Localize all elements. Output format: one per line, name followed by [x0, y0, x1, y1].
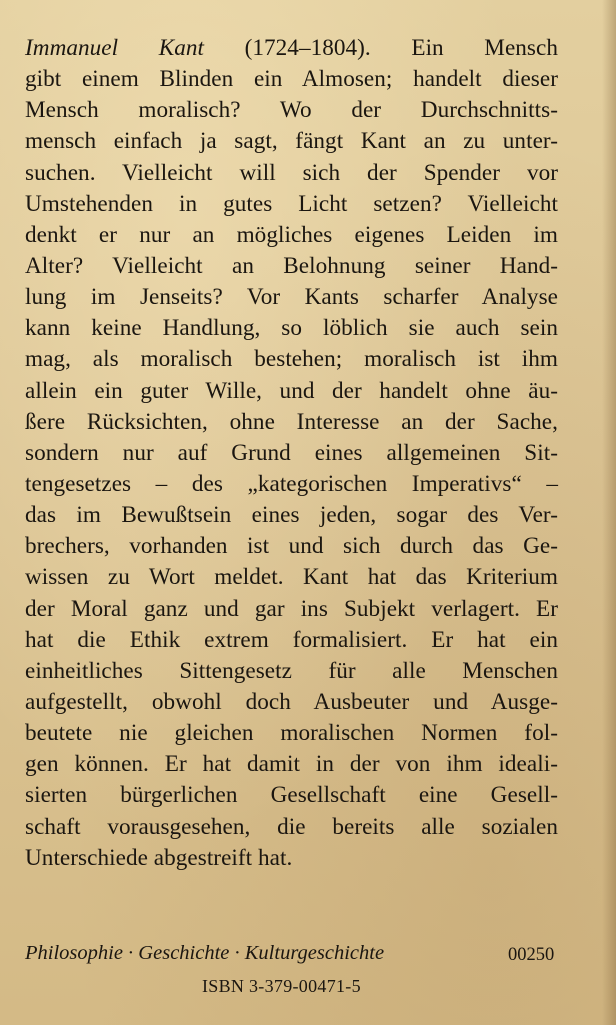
blurb-line: Alter? Vielleicht an Belohnung seiner Hand- — [25, 252, 558, 279]
series-number: 00250 — [508, 945, 555, 965]
blurb-line: beutete nie gleichen moralischen Normen fol- — [25, 720, 558, 747]
isbn: ISBN 3-379-00471-5 — [202, 976, 361, 996]
blurb-line: mag, als moralisch bestehen; moralisch ist ihm — [25, 346, 558, 373]
blurb-line: sondern nur auf Grund eines allgemeinen Sit- — [25, 439, 558, 466]
blurb-line: lung im Jenseits? Vor Kants scharfer Analyse — [25, 284, 558, 311]
blurb-line: aufgestellt, obwohl doch Ausbeuter und Ausge- — [25, 688, 558, 715]
blurb-line: suchen. Vielleicht will sich der Spender vor — [25, 159, 558, 186]
blurb-line: brechers, vorhanden ist und sich durch das Ge- — [25, 533, 558, 560]
series-title: Philosophie · Geschichte · Kulturgeschichte — [25, 942, 385, 964]
blurb-line: der Moral ganz und gar ins Subjekt verlagert. Er — [25, 595, 558, 622]
blurb-line: hat die Ethik extrem formalisiert. Er hat ein — [25, 626, 558, 653]
blurb-line — [25, 33, 558, 64]
blurb-text — [25, 33, 558, 874]
blurb-line: schaft vorausgesehen, die bereits alle sozialen — [25, 813, 558, 840]
author-dates: (1724–1804). Ein Mensch — [204, 35, 558, 61]
author-name: Immanuel Kant — [25, 35, 205, 61]
blurb-line: wissen zu Wort meldet. Kant hat das Kriterium — [25, 564, 558, 591]
blurb-line: allein ein guter Wille, und der handelt ohne äu- — [25, 377, 558, 404]
blurb-line: das im Bewußtsein eines jeden, sogar des Ver- — [25, 502, 558, 529]
page-edge-shadow — [602, 0, 616, 1025]
blurb-line: kann keine Handlung, so löblich sie auch sein — [25, 315, 558, 342]
blurb-line: gen können. Er hat damit in der von ihm ideali- — [25, 751, 558, 778]
blurb-line: tengesetzes – des „kategorischen Imperativs“ – — [25, 470, 558, 497]
blurb-line: ßere Rücksichten, ohne Interesse an der Sache, — [25, 408, 558, 435]
blurb-line: Umstehenden in gutes Licht setzen? Vielleicht — [25, 190, 558, 217]
blurb-line-last: Unterschiede abgestreift hat. — [25, 844, 293, 871]
blurb-line: einheitliches Sittengesetz für alle Menschen — [25, 657, 558, 684]
blurb-line: mensch einfach ja sagt, fängt Kant an zu unter- — [25, 128, 558, 155]
blurb-line: Mensch moralisch? Wo der Durchschnitts- — [25, 97, 558, 124]
blurb-line: sierten bürgerlichen Gesellschaft eine Gesell- — [25, 782, 558, 809]
blurb-line: gibt einem Blinden ein Almosen; handelt dieser — [25, 66, 558, 93]
blurb-line: denkt er nur an mögliches eigenes Leiden im — [25, 221, 558, 248]
